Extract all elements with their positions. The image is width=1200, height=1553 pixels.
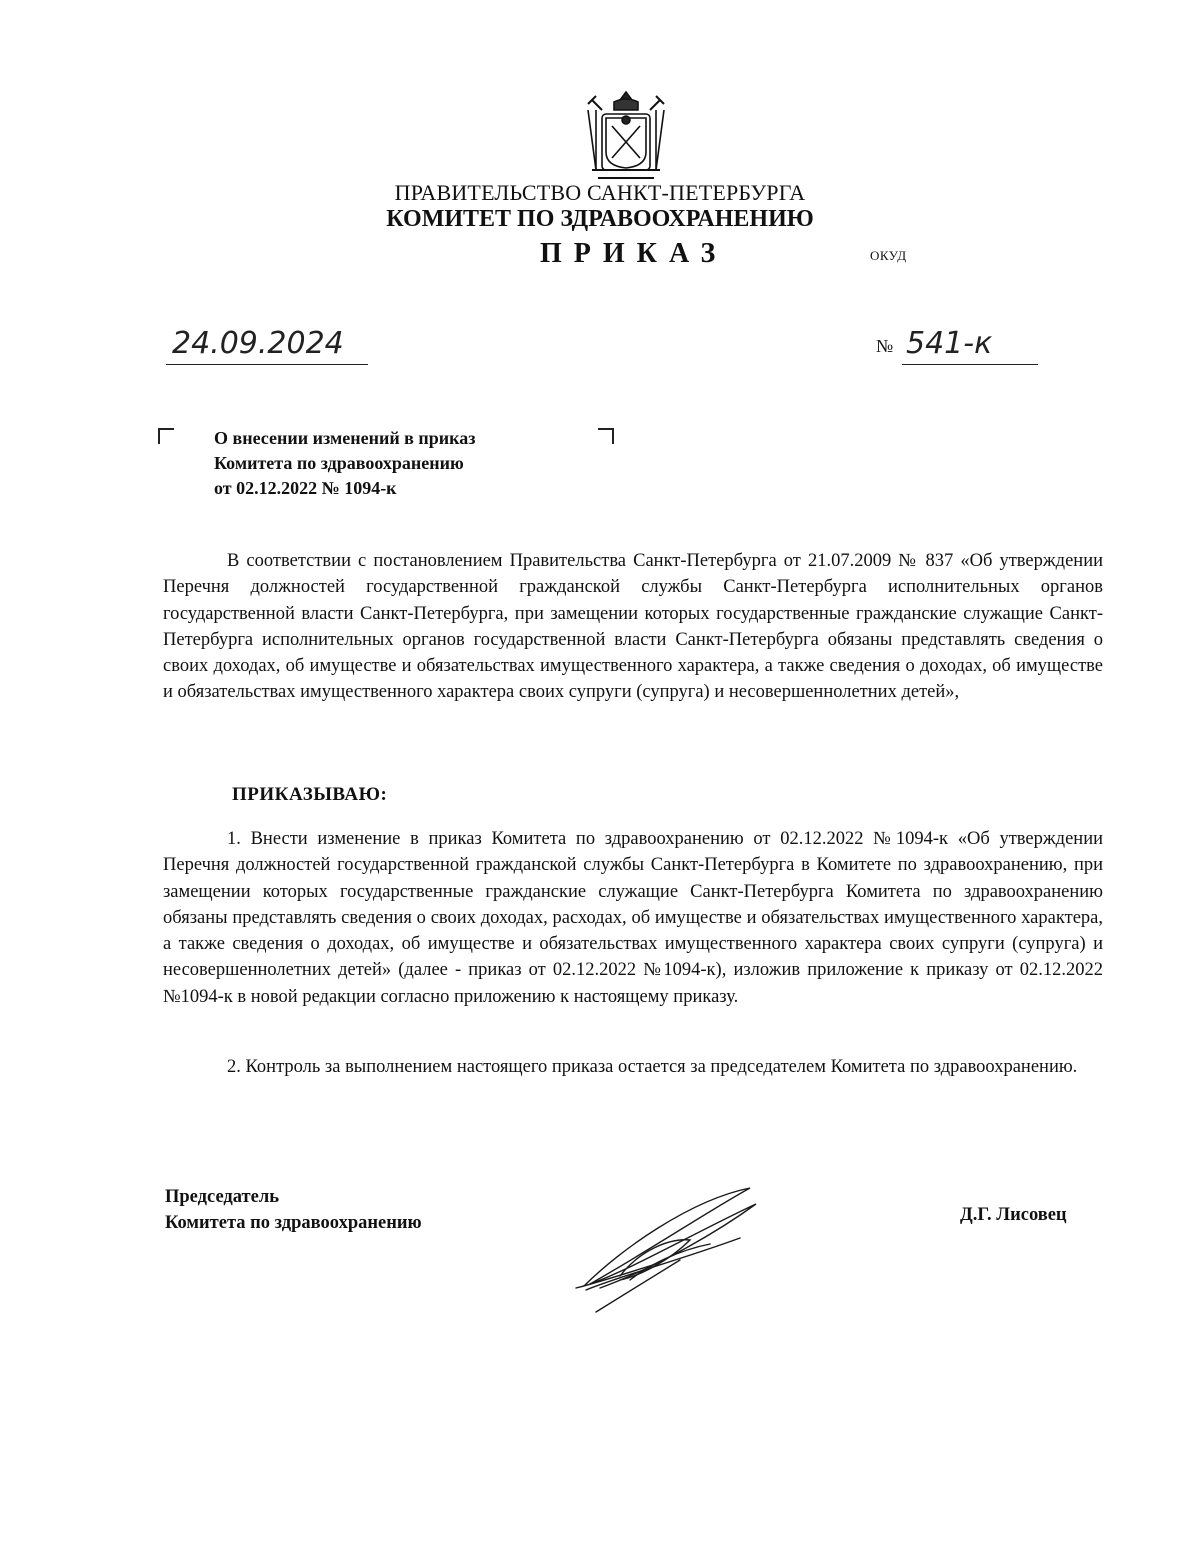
- subject-line: Комитета по здравоохранению: [214, 453, 464, 473]
- number-label: №: [876, 336, 894, 356]
- government-name: ПРАВИТЕЛЬСТВО САНКТ-ПЕТЕРБУРГА: [394, 180, 806, 205]
- subject-line: от 02.12.2022 № 1094-к: [214, 478, 397, 498]
- okud-label: ОКУД: [870, 248, 907, 263]
- signatory-name: Д.Г. Лисовец: [960, 1205, 1067, 1225]
- subject-bracket-left: [158, 428, 174, 444]
- document-date: 24.09.2024: [166, 324, 368, 365]
- subject-bracket-right: [598, 428, 614, 444]
- order-item-2: 2. Контроль за выполнением настоящего приказа остается за председателем Комитета по здравоохранению.: [227, 1057, 1078, 1077]
- coat-of-arms-emblem: [578, 88, 674, 186]
- handwritten-signature: [560, 1180, 780, 1320]
- document-subject: [214, 426, 476, 501]
- document-number: 541-к: [902, 324, 1038, 365]
- subject-line: О внесении изменений в приказ: [214, 428, 476, 448]
- signatory-title-line: Комитета по здравоохранению: [165, 1213, 422, 1233]
- preamble-paragraph: В соответствии с постановлением Правительства Санкт-Петербурга от 21.07.2009 № 837 «Об утверждении Перечня должностей государственной гражданской службы Санкт-Петербурга исполнительных органов государственной власти Санкт-Петербурга, при замещении которых государственные гражданские служащие Санкт-Петербурга исполнительных органов государственной власти Санкт-Петербурга обязаны представлять сведения о своих доходах, об имуществе и обязательствах имущественного характера, а также сведения о доходах, об имуществе и обязательствах имущественного характера своих супруги (супруга) и несовершеннолетних детей»,: [163, 551, 1103, 703]
- signatory-title: [165, 1184, 422, 1236]
- committee-name: КОМИТЕТ ПО ЗДРАВООХРАНЕНИЮ: [386, 206, 814, 232]
- order-item-1: 1. Внести изменение в приказ Комитета по здравоохранению от 02.12.2022 №1094-к «Об утверждении Перечня должностей государственной гражданской службы Санкт-Петербурга в Комитете по здравоохранению, при замещении которых государственные гражданские служащие Санкт-Петербурга Комитета по здравоохранению обязаны представлять сведения о своих доходах, расходах, об имуществе и обязательствах имущественного характера, а также сведения о доходах, об имуществе и обязательствах имущественного характера своих супруги (супруга) и несовершеннолетних детей» (далее - приказ от 02.12.2022 №1094-к), изложив приложение к приказу от 02.12.2022 №1094-к в новой редакции согласно приложению к настоящему приказу.: [163, 829, 1103, 1007]
- document-type: ПРИКАЗ: [540, 238, 728, 269]
- order-word: ПРИКАЗЫВАЮ:: [232, 784, 388, 805]
- signatory-title-line: Председатель: [165, 1187, 279, 1207]
